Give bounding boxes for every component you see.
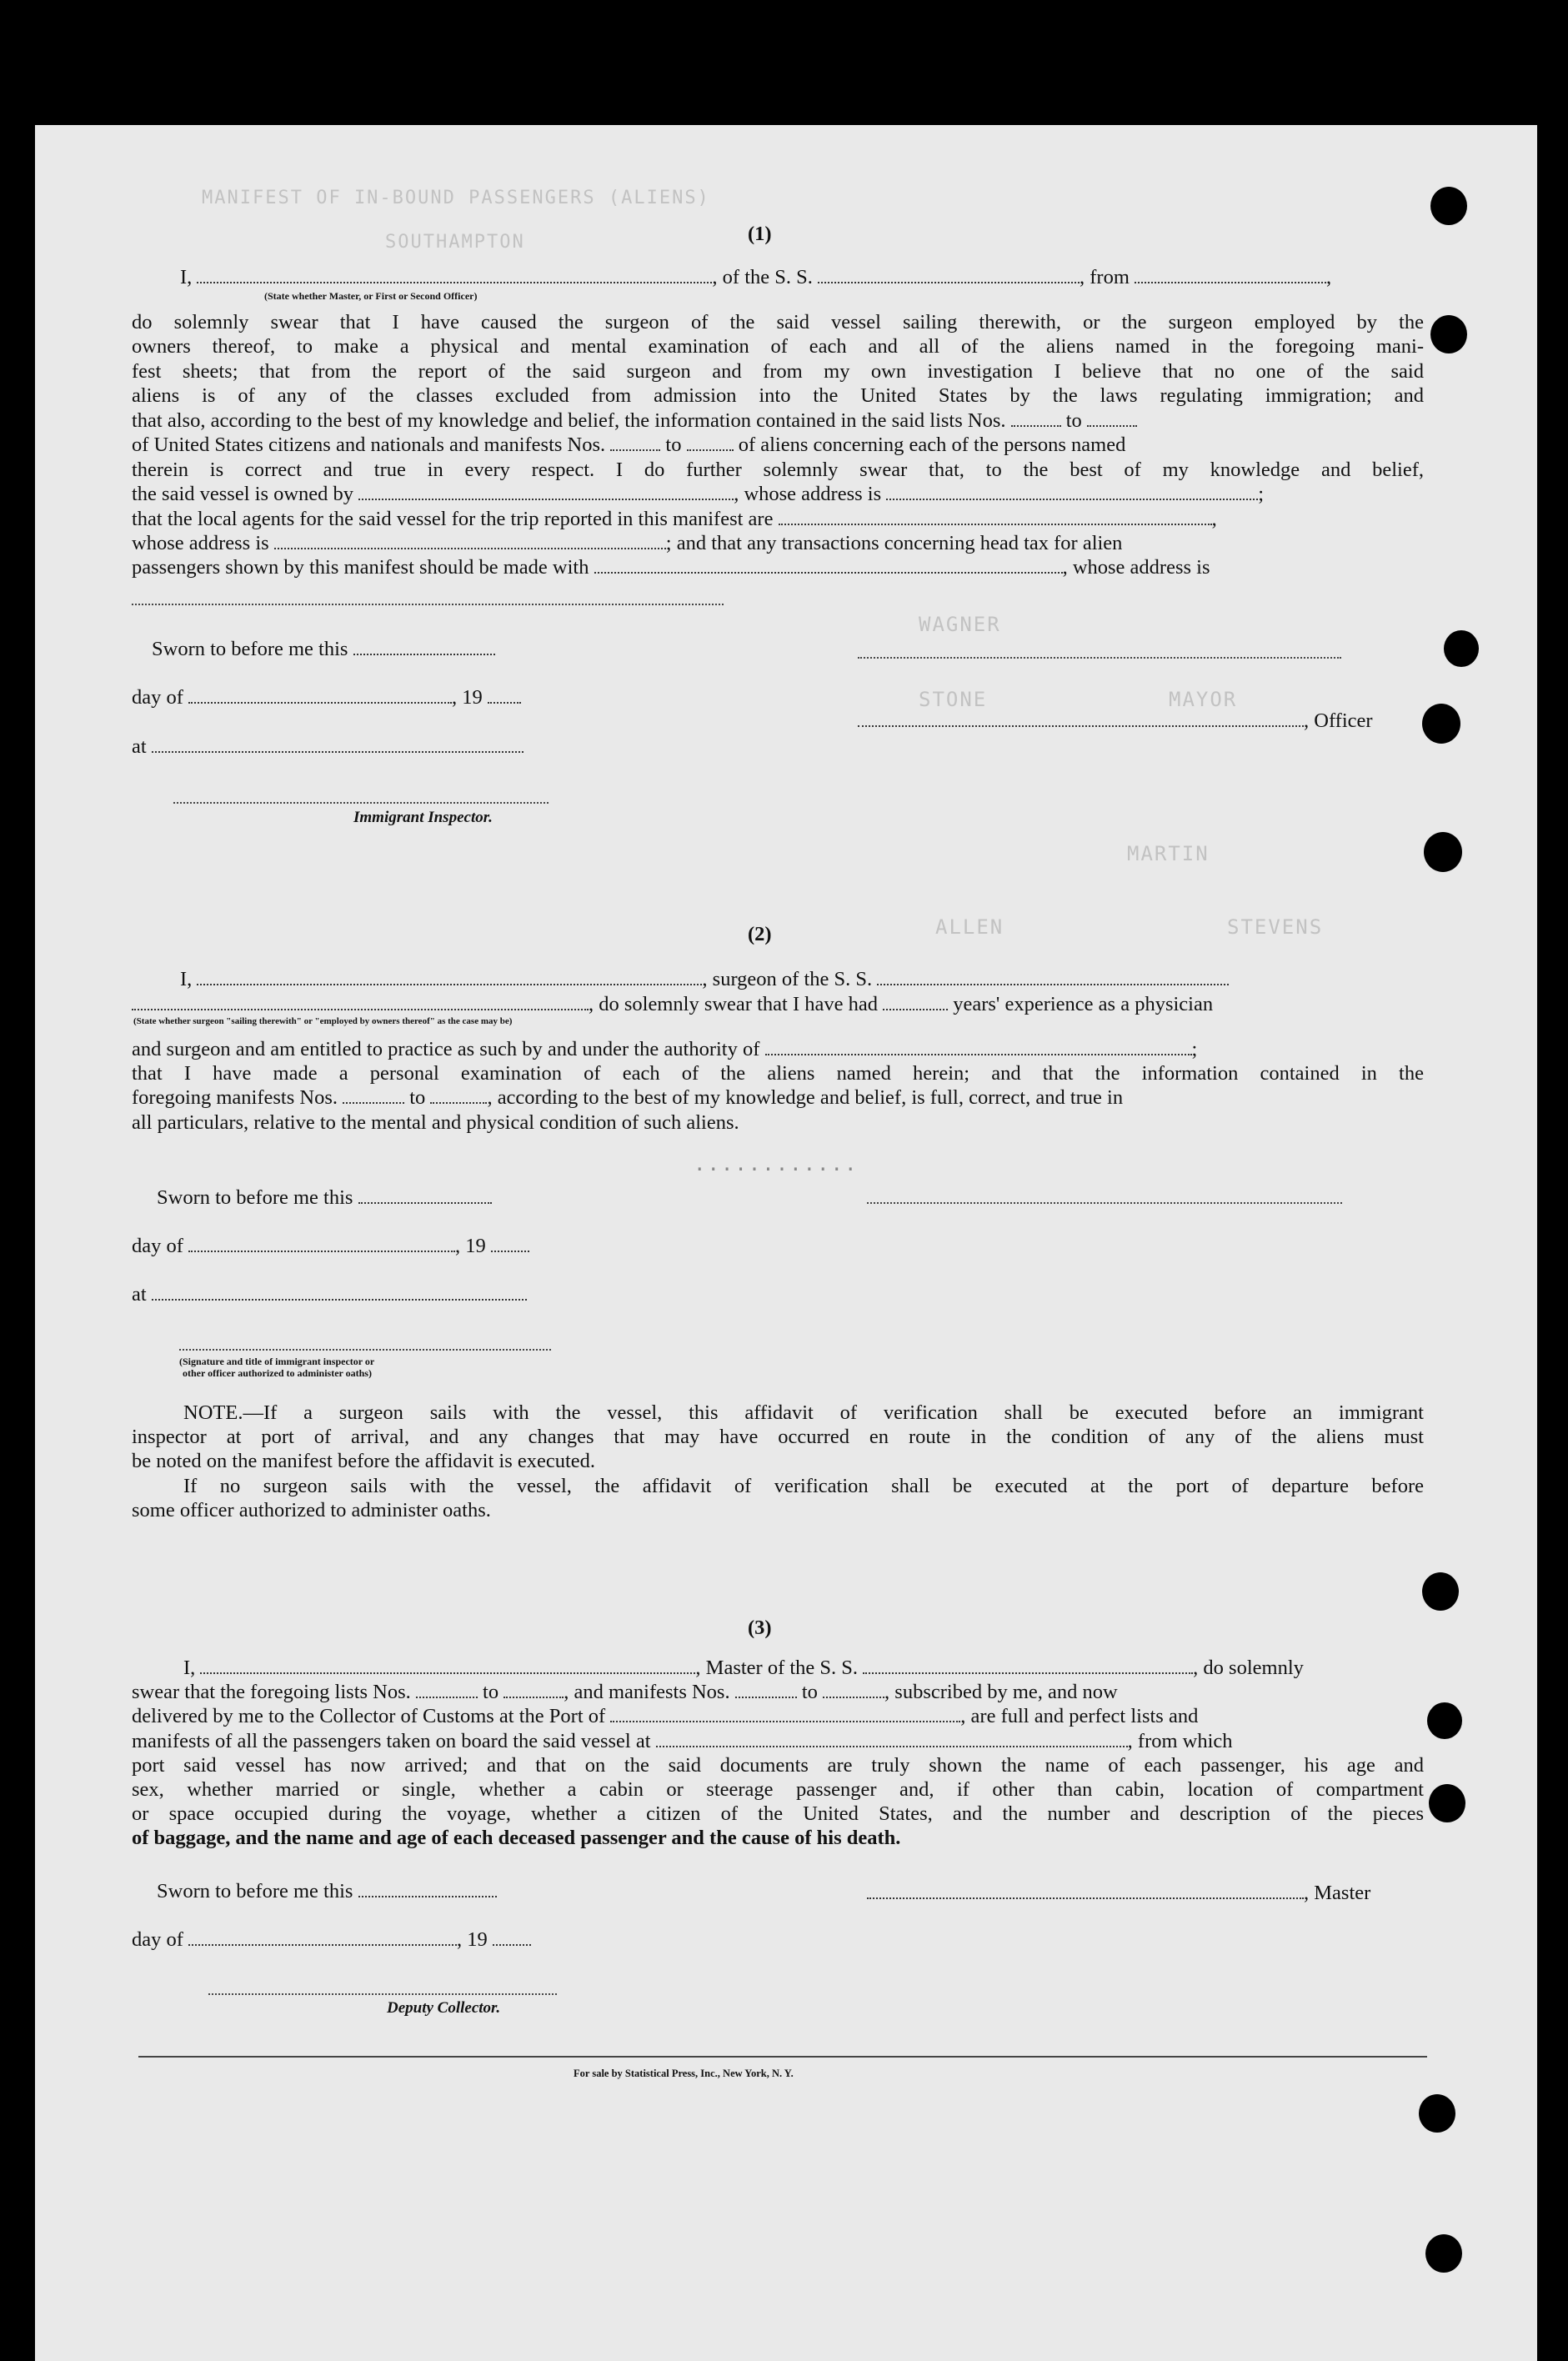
- master-3-vessel-field[interactable]: [863, 1656, 1193, 1674]
- bleed-through-header: MANIFEST OF IN-BOUND PASSENGERS (ALIENS): [202, 188, 710, 208]
- section-3-line-1: I, , Master of the S. S. , do solemnly: [183, 1657, 1304, 1679]
- section-1-line-8: the said vessel is owned by , whose address is ;: [132, 483, 1265, 505]
- day-of-month-field[interactable]: [188, 685, 452, 704]
- section-3-last-line: of baggage, and the name and age of each deceased passenger and the cause of his death.: [132, 1827, 901, 1849]
- punch-hole: [1429, 1784, 1465, 1822]
- surgeon-sworn-date-field[interactable]: [358, 1186, 492, 1204]
- surgeon-year-field[interactable]: [491, 1234, 529, 1252]
- surgeon-manifests-to-field[interactable]: [430, 1085, 487, 1104]
- section-2-sworn: Sworn to before me this: [157, 1186, 492, 1211]
- section-3-line-3: delivered by me to the Collector of Customs at the Port of , are full and perfect lists and: [132, 1705, 1199, 1727]
- section-2-at: at: [132, 1282, 527, 1307]
- master-3-signature-line: , Master: [867, 1881, 1370, 1906]
- footer-divider: [138, 2056, 1427, 2058]
- head-tax-agent-field[interactable]: [594, 555, 1063, 574]
- master-3-sworn-date-field[interactable]: [358, 1879, 497, 1897]
- section-2-line-2: , do solemnly swear that I have had years' experience as a physician: [132, 992, 1213, 1017]
- section-3-manifests-to-field[interactable]: [823, 1680, 884, 1698]
- footer-imprint: For sale by Statistical Press, Inc., New York, N. Y.: [574, 2068, 794, 2079]
- surgeon-manifests-from-field[interactable]: [343, 1085, 404, 1104]
- section-3-lists-to-field[interactable]: [503, 1680, 564, 1698]
- manifest-page: [35, 125, 1537, 2361]
- note-line-1: NOTE.—If a surgeon sails with the vessel, this affidavit of verification shall be executed before an immigrant: [183, 1401, 1424, 1424]
- vessel-name-field[interactable]: [818, 265, 1080, 283]
- surgeon-status-note: (State whether surgeon "sailing therewith" or "employed by owners thereof" as the case may be): [133, 1016, 513, 1026]
- sworn-date-field[interactable]: [353, 637, 495, 655]
- owner-field[interactable]: [358, 482, 734, 500]
- deputy-collector-label: Deputy Collector.: [387, 1999, 501, 2017]
- section-1-day-of: day of , 19: [132, 685, 521, 710]
- section-1-line-10: whose address is ; and that any transactions concerning head tax for alien: [132, 532, 1123, 554]
- note-2-line-2: some officer authorized to administer oaths.: [132, 1499, 491, 1521]
- master-3-signature-field[interactable]: [867, 1881, 1304, 1899]
- section-1-sworn: Sworn to before me this: [152, 637, 495, 662]
- owner-address-field[interactable]: [886, 482, 1258, 500]
- punch-hole: [1425, 2234, 1462, 2273]
- bleed-through-port: SOUTHAMPTON: [385, 232, 525, 253]
- punch-hole: [1419, 2094, 1455, 2133]
- section-3-paragraph-line: port said vessel has now arrived; and that on the said documents are truly shown the name of each passenger, his age and: [132, 1754, 1424, 1777]
- immigrant-inspector-label: Immigrant Inspector.: [353, 809, 493, 826]
- section-2-number: (2): [748, 923, 772, 945]
- inspector-signature-field[interactable]: [173, 802, 549, 804]
- section-1-at: at: [132, 734, 524, 759]
- section-3-paragraph-line: sex, whether married or single, whether a cabin or steerage passenger and, if other than cabin, location of compartment: [132, 1778, 1424, 1801]
- note-line-3: be noted on the manifest before the affidavit is executed.: [132, 1450, 596, 1472]
- signature-note-line-1: (Signature and title of immigrant inspector or: [179, 1356, 375, 1367]
- section-2-line-4: that I have made a personal examination of each of the aliens named herein; and that the information contained in the: [132, 1062, 1424, 1085]
- bleed-through-row: MAYOR: [1169, 688, 1238, 711]
- manifests-from-field[interactable]: [610, 433, 660, 451]
- from-port-field[interactable]: [1135, 265, 1326, 283]
- surgeon-place-field[interactable]: [152, 1282, 527, 1301]
- section-2-line-6: all particulars, relative to the mental and physical condition of such aliens.: [132, 1111, 739, 1134]
- note-2-line-1: If no surgeon sails with the vessel, the affidavit of verification shall be executed at the port of departure before: [183, 1475, 1424, 1497]
- officer-signature-line-1[interactable]: [858, 657, 1341, 659]
- surgeon-signature-field[interactable]: [867, 1202, 1342, 1204]
- section-3-day-of: day of , 19: [132, 1927, 531, 1952]
- head-tax-address-field[interactable]: [132, 604, 724, 605]
- section-1-paragraph-line: fest sheets; that from the report of the said surgeon and from my own investigation I believe that no one of the said: [132, 360, 1424, 383]
- deputy-collector-signature-field[interactable]: [208, 1993, 557, 1995]
- section-1-line-6: of United States citizens and nationals and manifests Nos. to of aliens concerning each of the persons named: [132, 434, 1126, 456]
- authority-field[interactable]: [765, 1037, 1192, 1055]
- manifests-to-field[interactable]: [687, 433, 734, 451]
- lists-from-field[interactable]: [1011, 409, 1061, 427]
- section-1-line-1: I, , of the S. S. , from ,: [180, 266, 1332, 288]
- inspector-2-signature-field[interactable]: [179, 1349, 551, 1351]
- years-experience-field[interactable]: [883, 992, 948, 1010]
- section-1-paragraph-line: aliens is of any of the classes excluded from admission into the United States by the laws regulating immigration; and: [132, 384, 1424, 407]
- section-1-paragraph-line: do solemnly swear that I have caused the surgeon of the said vessel sailing therewith, or the surgeon employed by the: [132, 311, 1424, 333]
- section-1-line-7: therein is correct and true in every respect. I do further solemnly swear that, to the best of my knowledge and belief,: [132, 459, 1424, 481]
- master-3-name-field[interactable]: [200, 1656, 695, 1674]
- surgeon-status-field[interactable]: [132, 992, 589, 1010]
- section-1-number: (1): [748, 223, 772, 245]
- section-1-line-5: that also, according to the best of my knowledge and belief, the information contained in the said lists Nos. to: [132, 409, 1137, 434]
- section-2-line-5: foregoing manifests Nos. to , according to the best of my knowledge and belief, is full, correct, and true in: [132, 1086, 1124, 1109]
- officer-signature-field[interactable]: [858, 709, 1304, 727]
- place-field[interactable]: [152, 734, 524, 753]
- punch-hole: [1422, 704, 1460, 744]
- agents-address-field[interactable]: [274, 531, 666, 549]
- note-line-2: inspector at port of arrival, and any changes that may have occurred en route in the condition of any of the aliens must: [132, 1426, 1424, 1448]
- master-3-day-field[interactable]: [188, 1927, 457, 1946]
- section-1-paragraph-line: owners thereof, to make a physical and mental examination of each and all of the aliens named in the foregoing mani-: [132, 335, 1424, 358]
- bleed-through-dots: ............: [694, 1152, 859, 1175]
- surgeon-vessel-field[interactable]: [877, 967, 1229, 985]
- punch-hole: [1424, 832, 1462, 872]
- section-3-manifests-from-field[interactable]: [735, 1680, 797, 1698]
- section-3-lists-from-field[interactable]: [416, 1680, 478, 1698]
- bleed-through-row: STONE: [919, 688, 988, 711]
- year-field[interactable]: [488, 685, 521, 704]
- officer-signature-line: , Officer: [858, 709, 1373, 734]
- punch-hole: [1427, 1702, 1462, 1739]
- section-3-number: (3): [748, 1617, 772, 1639]
- section-3-line-2: swear that the foregoing lists Nos. to , and manifests Nos. to , subscribed by me, and now: [132, 1681, 1118, 1703]
- section-3-sworn: Sworn to before me this: [157, 1879, 497, 1904]
- customs-port-field[interactable]: [610, 1704, 960, 1722]
- departure-port-field[interactable]: [656, 1729, 1128, 1747]
- bleed-through-row: ALLEN: [935, 915, 1004, 939]
- bleed-through-row: STEVENS: [1227, 915, 1324, 939]
- surgeon-name-field[interactable]: [197, 967, 702, 985]
- lists-to-field[interactable]: [1087, 409, 1137, 427]
- punch-hole: [1444, 630, 1479, 667]
- punch-hole: [1422, 1572, 1459, 1611]
- punch-hole: [1430, 315, 1467, 353]
- master-rank-note: (State whether Master, or First or Second Officer): [264, 290, 478, 302]
- signature-note-line-2: other officer authorized to administer oaths): [183, 1367, 372, 1379]
- section-2-line-3: and surgeon and am entitled to practice as such by and under the authority of ;: [132, 1038, 1198, 1060]
- section-2-line-1: I, , surgeon of the S. S.: [180, 967, 1229, 992]
- section-2-day-of: day of , 19: [132, 1234, 529, 1259]
- surgeon-day-field[interactable]: [188, 1234, 455, 1252]
- section-1-line-9: that the local agents for the said vessel for the trip reported in this manifest are ,: [132, 508, 1217, 530]
- section-1-line-11: passengers shown by this manifest should be made with , whose address is: [132, 556, 1210, 579]
- local-agents-field[interactable]: [779, 507, 1212, 525]
- punch-hole: [1430, 187, 1467, 225]
- master-name-field[interactable]: [197, 265, 712, 283]
- master-3-year-field[interactable]: [493, 1927, 531, 1946]
- section-3-paragraph-line: or space occupied during the voyage, whether a citizen of the United States, and the number and description of the pieces: [132, 1802, 1424, 1825]
- bleed-through-row: MARTIN: [1127, 842, 1210, 865]
- bleed-through-row: WAGNER: [919, 613, 1001, 636]
- section-3-line-4: manifests of all the passengers taken on board the said vessel at , from which: [132, 1730, 1233, 1752]
